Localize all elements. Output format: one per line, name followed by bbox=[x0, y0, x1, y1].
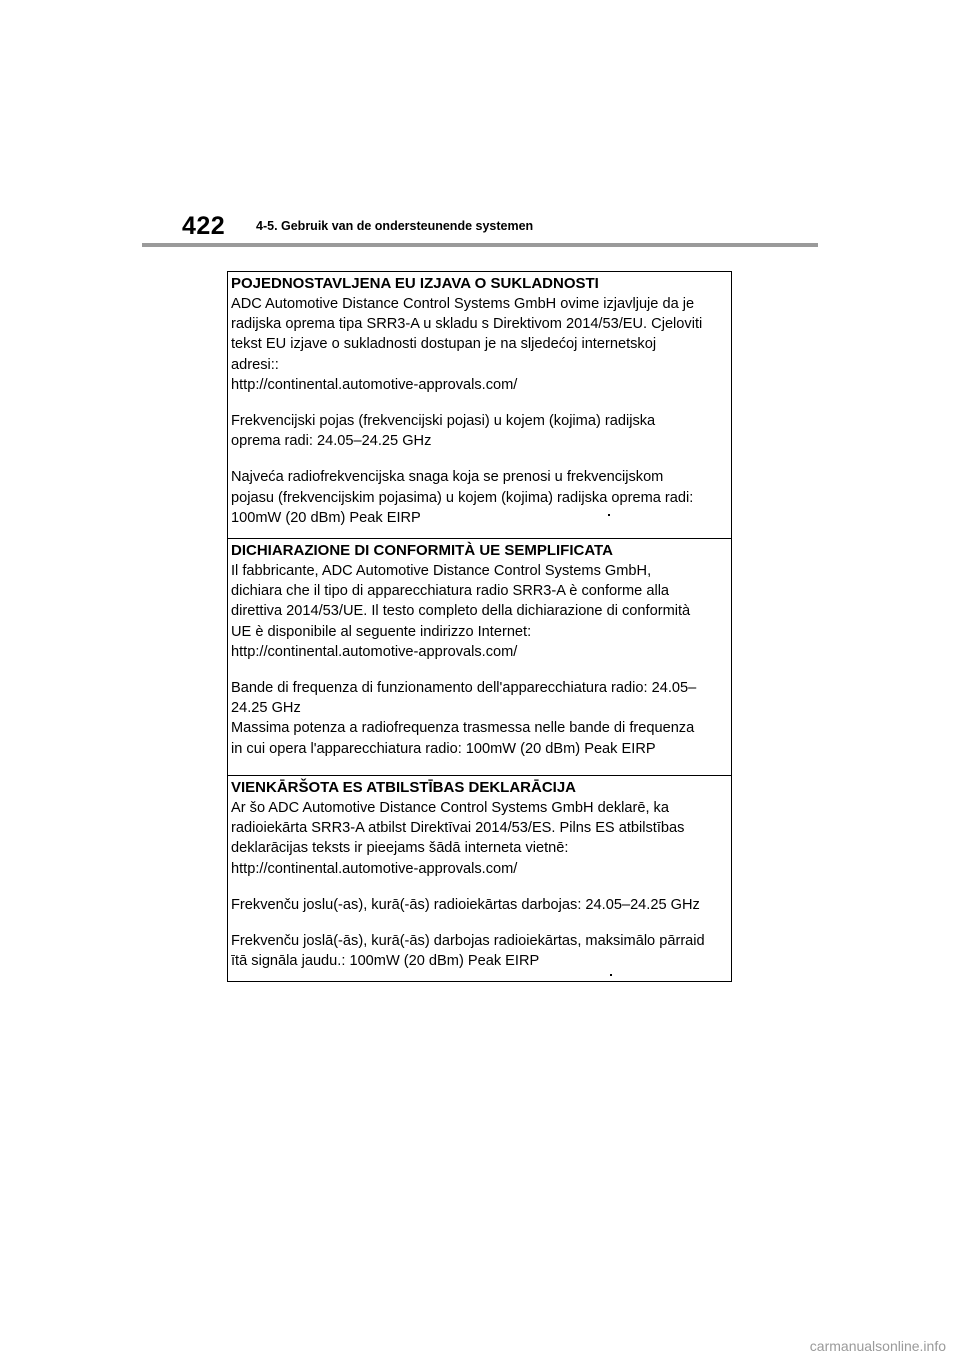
text-line: deklarācijas teksts ir pieejams šādā interneta vietnē: bbox=[231, 840, 569, 857]
text-line: ītā signāla jaudu.: 100mW (20 dBm) Peak EIRP bbox=[231, 953, 540, 970]
text-line: oprema radi: 24.05–24.25 GHz bbox=[231, 433, 432, 450]
text-line: Bande di frequenza di funzionamento dell'apparecchiatura radio: 24.05– bbox=[231, 680, 697, 697]
text-line: Ar šo ADC Automotive Distance Control Systems GmbH deklarē, ka bbox=[231, 800, 669, 816]
text-line: UE è disponibile al seguente indirizzo Internet: bbox=[231, 623, 532, 640]
url-text: http://continental.automotive-approvals.com/ bbox=[231, 376, 518, 393]
page-number: 422 bbox=[182, 212, 226, 240]
text-line: Najveća radiofrekvencijska snaga koja se prenosi u frekvencijskom bbox=[231, 469, 664, 486]
url-text: http://continental.automotive-approvals.com/ bbox=[231, 860, 518, 877]
text-line: Il fabbricante, ADC Automotive Distance Control Systems GmbH, bbox=[231, 563, 652, 579]
text-line: direttiva 2014/53/UE. Il testo completo della dichiarazione di conformità bbox=[231, 603, 691, 620]
watermark: carmanualsonline.info bbox=[809, 1338, 946, 1354]
text-line: Frekvenču joslu(-as), kurā(-ās) radioiekārtas darbojas: 24.05–24.25 GHz bbox=[231, 896, 700, 913]
text-line: adresi:: bbox=[231, 356, 279, 373]
declaration-croatian bbox=[228, 272, 731, 538]
speck-mark bbox=[610, 974, 612, 976]
declaration-italian bbox=[228, 538, 731, 775]
section-title: 4-5. Gebruik van de ondersteunende systemen bbox=[256, 219, 534, 233]
text-line: tekst EU izjave o sukladnosti dostupan je na sljedećoj internetskoj bbox=[231, 336, 657, 353]
url-text: http://continental.automotive-approvals.com/ bbox=[231, 643, 518, 660]
header-divider bbox=[142, 243, 818, 247]
text-line: Massima potenza a radiofrequenza trasmessa nelle bande di frequenza bbox=[231, 720, 695, 737]
text-line: Frekvencijski pojas (frekvencijski pojasi) u kojem (kojima) radijska bbox=[231, 413, 656, 430]
text-line: radioiekārta SRR3-A atbilst Direktīvai 2014/53/ES. Pilns ES atbilstības bbox=[231, 820, 685, 837]
text-line: radijska oprema tipa SRR3-A u skladu s Direktivom 2014/53/EU. Cjeloviti bbox=[231, 316, 703, 333]
declaration-latvian bbox=[228, 775, 731, 981]
declaration-heading: POJEDNOSTAVLJENA EU IZJAVA O SUKLADNOSTI bbox=[231, 275, 599, 292]
text-line: 100mW (20 dBm) Peak EIRP bbox=[231, 509, 421, 526]
declaration-heading: DICHIARAZIONE DI CONFORMITÀ UE SEMPLIFICATA bbox=[231, 542, 613, 559]
text-line: dichiara che il tipo di apparecchiatura radio SRR3-A è conforme alla bbox=[231, 583, 670, 600]
declaration-heading: VIENKĀRŠOTA ES ATBILSTĪBAS DEKLARĀCIJA bbox=[231, 779, 577, 796]
declaration-box bbox=[227, 271, 732, 982]
text-line: in cui opera l'apparecchiatura radio: 100mW (20 dBm) Peak EIRP bbox=[231, 740, 656, 757]
text-line: Frekvenču joslā(-ās), kurā(-ās) darbojas radioiekārtas, maksimālo pārraid bbox=[231, 933, 705, 950]
speck-mark bbox=[608, 514, 610, 516]
text-line: pojasu (frekvencijskim pojasima) u kojem (kojima) radijska oprema radi: bbox=[231, 489, 694, 506]
text-line: ADC Automotive Distance Control Systems GmbH ovime izjavljuje da je bbox=[231, 296, 695, 312]
text-line: 24.25 GHz bbox=[231, 700, 301, 717]
